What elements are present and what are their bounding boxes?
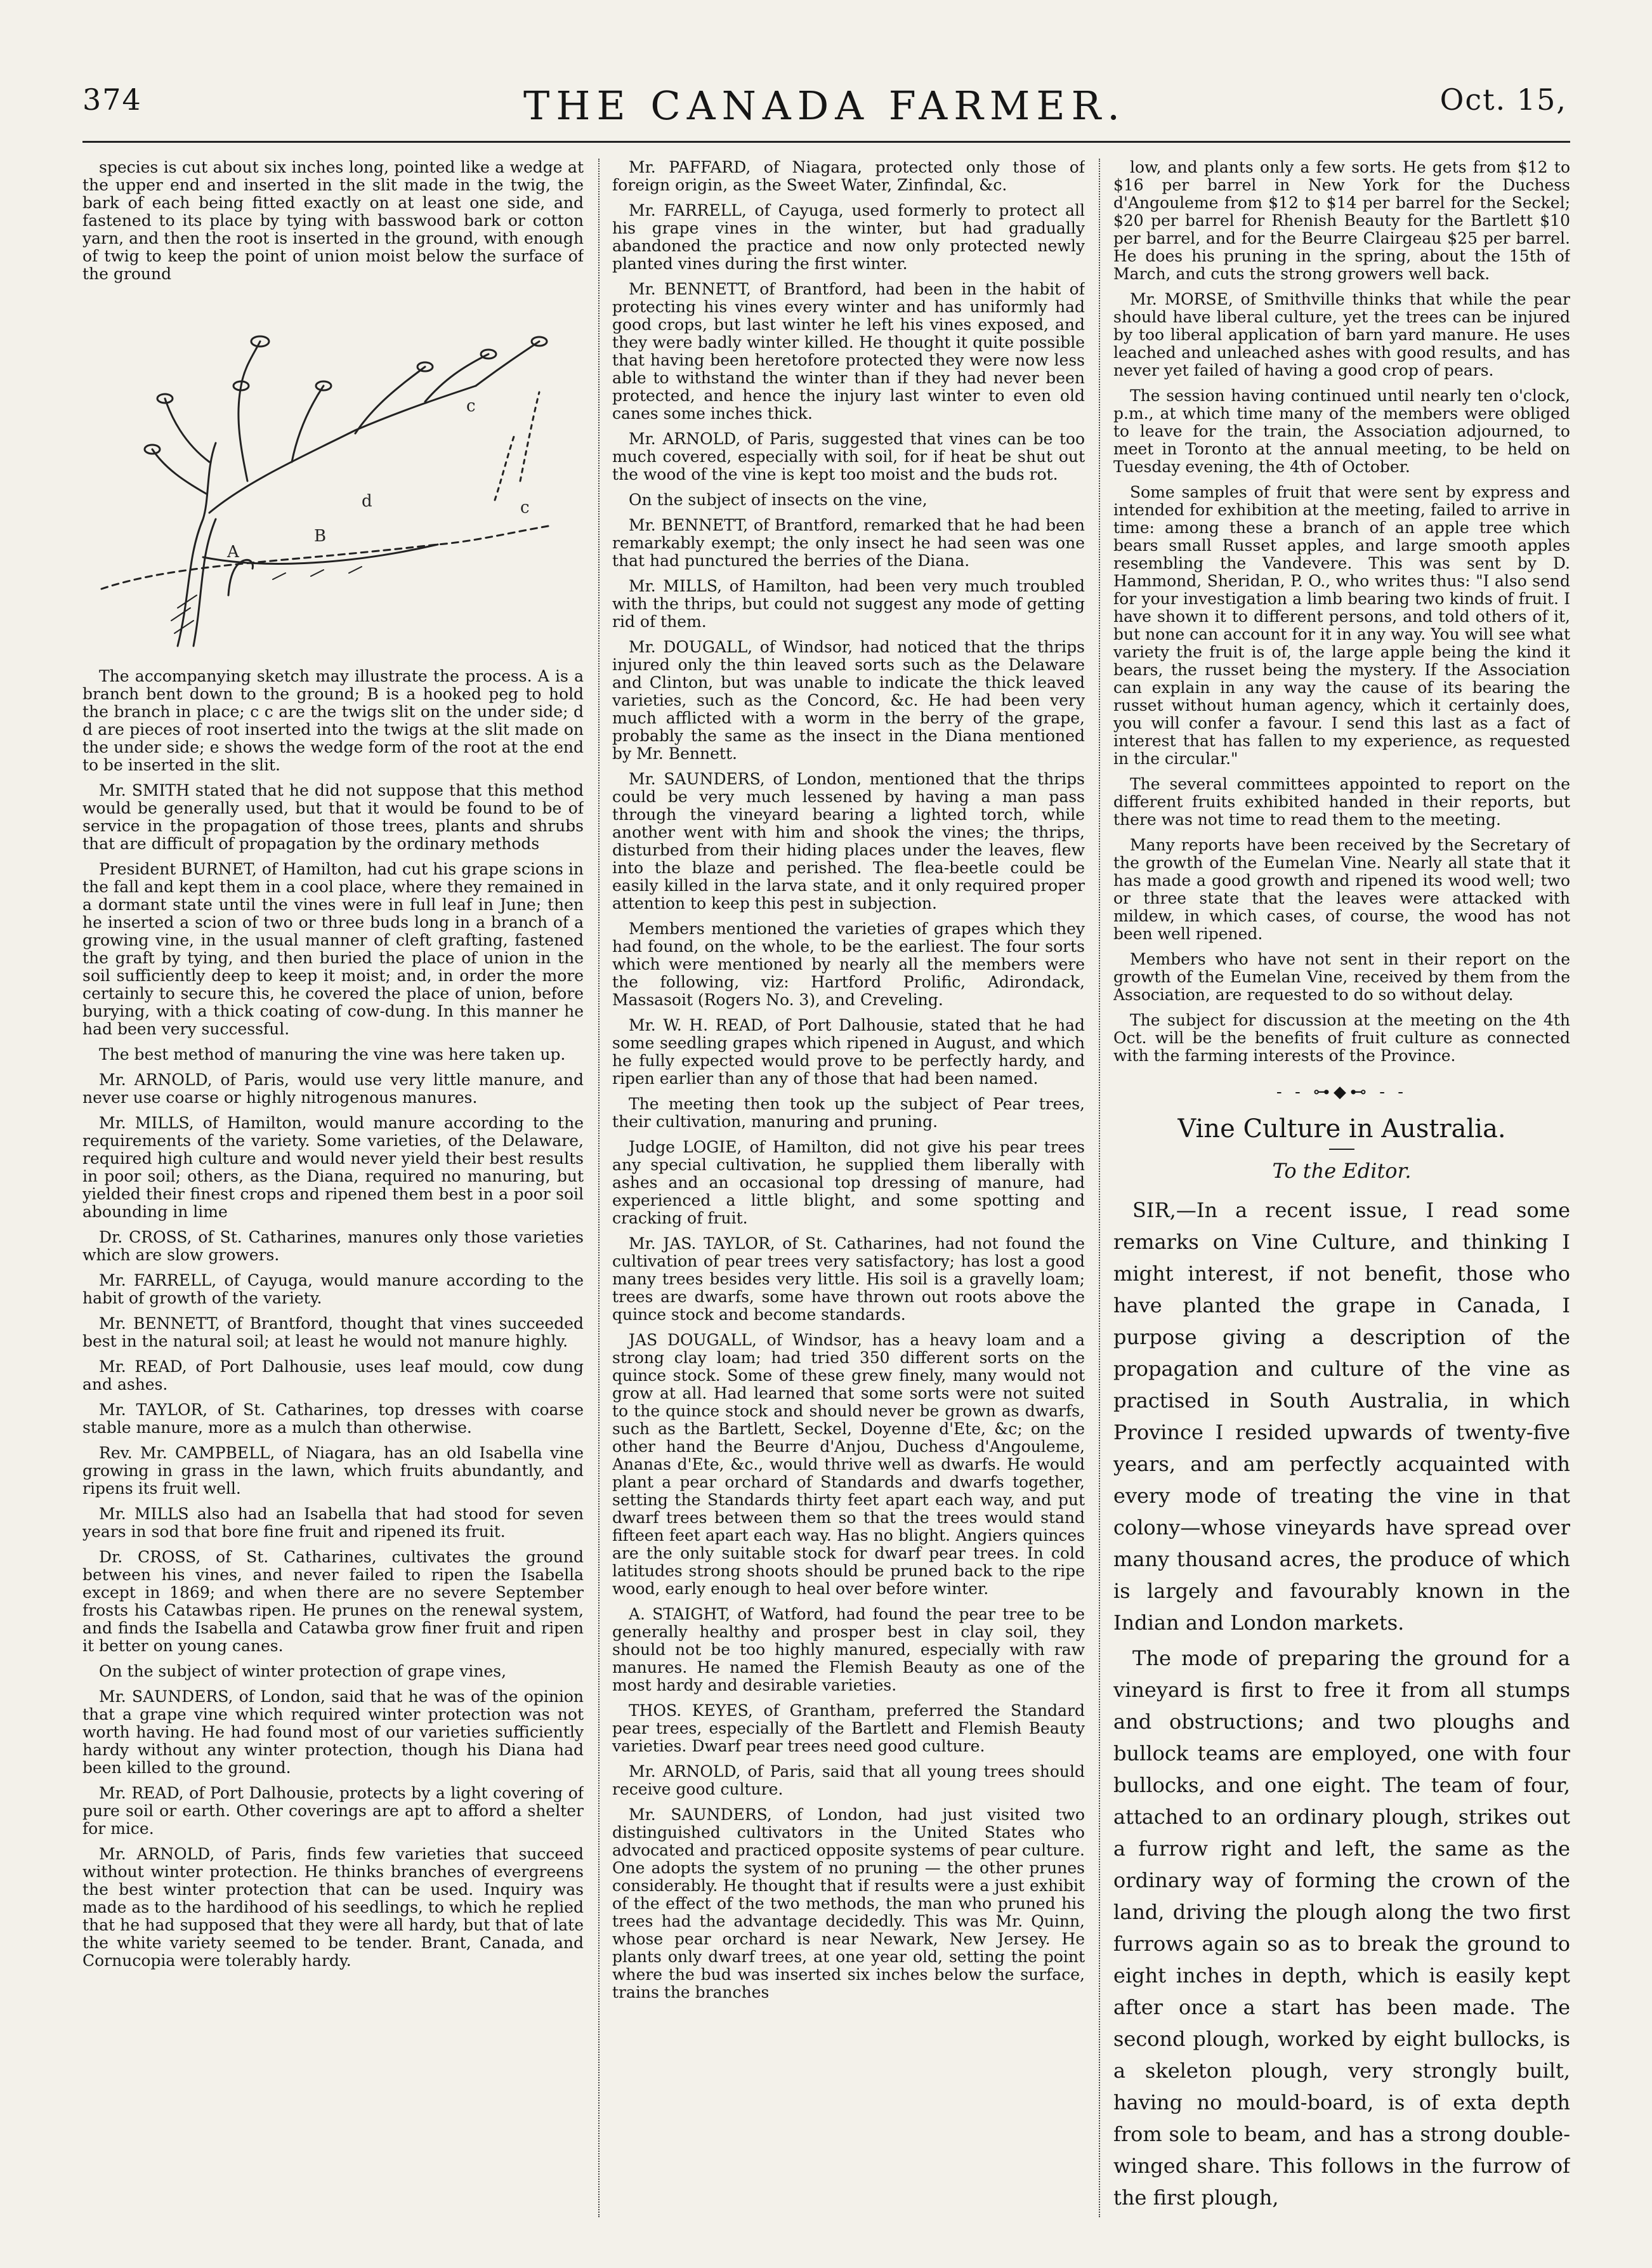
paragraph: Mr. PAFFARD, of Niagara, protected only those of foreign origin, as the Sweet Water, Zinfindal, &c. [612,159,1085,194]
column-3 [1113,159,1570,2217]
layering-sketch-figure [82,291,584,659]
paragraph: Mr. SAUNDERS, of London, said that he was of the opinion that a grape vine which required winter protection was not worth having. He had found most of our varieties sufficiently hardy without any winter protection, though his Diana had been killed to the ground. [82,1687,584,1777]
paragraph: Many reports have been received by the Secretary of the growth of the Eumelan Vine. Nearly all state that it has made a good growth and ripened its wood well; two or three state that the leaves were attacked with mildew, in which cases, of course, the wood has not been well ripened. [1113,836,1570,943]
paragraph: Mr. MILLS, of Hamilton, had been very much troubled with the thrips, but could not suggest any mode of getting rid of them. [612,577,1085,631]
column-1 [82,159,584,2217]
paragraph: Mr. ARNOLD, of Paris, would use very little manure, and never use coarse or highly nitrogenous manures. [82,1071,584,1107]
figure-caption: The accompanying sketch may illustrate the process. A is a branch bent down to the ground; B is a hooked peg to hold the branch in place; c c are the twigs slit on the under side; d d are pieces of root inserted into the twigs at the slit made on the under side; e shows the wedge form of the root at the end to be inserted in the slit. [82,667,584,774]
paragraph: Judge LOGIE, of Hamilton, did not give his pear trees any special cultivation, he supplied them liberally with ashes and an occasional top dressing of manure, had experienced a little blight, and some spotting and cracking of fruit. [612,1138,1085,1227]
masthead-title: THE CANADA FARMER. [523,82,1127,129]
paragraph: Dr. CROSS, of St. Catharines, cultivates the ground between his vines, and never failed to ripen the Isabella except in 1869; and when there are no severe September frosts his Catawbas ripen. He prunes on the renewal system, and finds the Isabella and Catawba grow finer fruit and ripen it better on young canes. [82,1548,584,1655]
paragraph: Mr. JAS. TAYLOR, of St. Catharines, had not found the cultivation of pear trees very satisfactory; has lost a good many trees besides very little. His soil is a gravelly loam; trees are dwarfs, some have thrown out roots above the quince stock and become standards. [612,1234,1085,1324]
figure-label-b: B [314,527,327,546]
paragraph: Mr. MORSE, of Smithville thinks that while the pear should have liberal culture, yet the trees can be injured by too liberal application of barn yard manure. He uses leached and unleached ashes with good results, and has never yet failed of having a good crop of pears. [1113,290,1570,379]
paragraph: Mr. READ, of Port Dalhousie, uses leaf mould, cow dung and ashes. [82,1357,584,1394]
paragraph: The several committees appointed to report on the different fruits exhibited handed in their reports, but there was not time to read them to the meeting. [1113,775,1570,829]
column-separator [598,159,600,2217]
paragraph: The session having continued until nearly ten o'clock, p.m., at which time many of the members were obliged to leave for the train, the Association adjourned, to meet in Toronto at the annual meeting, to be held on Tuesday evening, the 4th of October. [1113,386,1570,476]
paragraph: The subject for discussion at the meeting on the 4th Oct. will be the benefits of fruit culture as connected with the farming interests of the Province. [1113,1011,1570,1065]
section-ornament: - - ⊶◆⊷ - - [1276,1083,1408,1102]
page-header [82,82,1567,133]
paragraph: The best method of manuring the vine was here taken up. [99,1045,566,1064]
page-number: 374 [82,82,142,117]
paragraph: Mr. ARNOLD, of Paris, suggested that vines can be too much covered, especially with soil, for if heat be shut out the wood of the vine is kept too moist and the buds rot. [612,430,1085,484]
paragraph: Mr. BENNETT, of Brantford, had been in the habit of protecting his vines every winter and has uniformly had good crops, but last winter he left his vines exposed, and they were badly winter killed. He thought it quite possible that having been heretofore protected they were now less able to withstand the winter than if they had never been protected, and hence the injury last winter to even old canes some inches thick. [612,280,1085,423]
title-rule [1329,1149,1354,1150]
paragraph: Mr. ARNOLD, of Paris, said that all young trees should receive good culture. [612,1762,1085,1798]
figure-label-c: c [466,397,476,416]
paragraph: Mr. W. H. READ, of Port Dalhousie, stated that he had some seedling grapes which ripened in August, and which he fully expected would prove to be perfectly hardy, and ripen earlier than any of those that had been named. [612,1016,1085,1088]
figure-label-a: A [227,543,239,562]
paragraph: Rev. Mr. CAMPBELL, of Niagara, has an old Isabella vine growing in grass in the lawn, which fruits abundantly, and ripens its fruit well. [82,1444,584,1498]
article-title: Vine Culture in Australia. [1177,1114,1506,1144]
paragraph: species is cut about six inches long, pointed like a wedge at the upper end and inserted in the slit made in the twig, the bark of each being fitted exactly on at least one side, and fastened to its place by tying with basswood bark or cotton yarn, and then the root is inserted in the ground, with enough of twig to keep the point of union moist below the surface of the ground [82,159,584,283]
paragraph: THOS. KEYES, of Grantham, preferred the Standard pear trees, especially of the Bartlett and Flemish Beauty varieties. Dwarf pear trees need good culture. [612,1701,1085,1755]
column-2 [612,159,1085,2217]
paragraph: Mr. SMITH stated that he did not suppose that this method would be generally used, but that it would be found to be of service in the propagation of those trees, plants and shrubs that are difficult of propagation by the ordinary methods [82,781,584,853]
paragraph: Mr. BENNETT, of Brantford, remarked that he had been remarkably exempt; the only insect he had seen was one that had punctured the berries of the Diana. [612,516,1085,570]
paragraph: Mr. FARRELL, of Cayuga, would manure according to the habit of growth of the variety. [82,1271,584,1307]
paragraph: The mode of preparing the ground for a vineyard is first to free it from all stumps and obstructions; and two ploughs and bullock teams are employed, one with four bullocks, and one eight. The team of four, attached to an ordinary plough, strikes out a furrow right and left, the same as the ordinary way of forming the crown of the land, driving the plough along the two first furrows again so as to break the ground to eight inches in depth, which is easily kept after once a start has been made. The second plough, worked by eight bullocks, is a skeleton plough, very strongly built, having no mould-board, is of exta depth from sole to beam, and has a strong double-winged share. This follows in the furrow of the first plough, [1113,1646,1570,2210]
paragraph: low, and plants only a few sorts. He gets from $12 to $16 per barrel in New York for the Duchess d'Angouleme from $12 to $14 per barrel for the Seckel; $20 per barrel for Rhenish Beauty for the Bartlett $10 per barrel, and for the Beurre Clairgeau $25 per barrel. He does his pruning in the spring, about the 15th of March, and cuts the strong growers well back. [1113,159,1570,283]
paragraph: JAS DOUGALL, of Windsor, has a heavy loam and a strong clay loam; had tried 350 different sorts on the quince stock. Some of these grew finely, many would not grow at all. Had learned that some sorts were not suited to the quince stock and should never be grown as dwarfs, such as the Bartlett, Seckel, Doyenne d'Ete, &c; on the other hand the Beurre d'Anjou, Duchess d'Angouleme, Ananas d'Ete, &c., would thrive well as dwarfs. He would plant a pear orchard of Standards and dwarfs together, setting the Standards thirty feet apart each way, and put dwarf trees between them so that the trees would stand fifteen feet apart each way. Has no blight. Angiers quinces are the only suitable stock for dwarf pear trees. In cold latitudes strong shoots should be pruned back to the ripe wood, early enough to heal over before winter. [612,1331,1085,1598]
branch-sketch-illustration [82,291,584,659]
paragraph: Mr. BENNETT, of Brantford, thought that vines succeeded best in the natural soil; at least he would not manure highly. [82,1314,584,1350]
paragraph: Mr. TAYLOR, of St. Catharines, top dresses with coarse stable manure, more as a mulch than otherwise. [82,1401,584,1437]
figure-label-c: c [520,498,530,517]
paragraph: Mr. SAUNDERS, of London, mentioned that the thrips could be very much lessened by having a man pass through the vineyard bearing a lighted torch, while another went with him and shook the vines; the thrips, disturbed from their hiding places under the leaves, flew into the blaze and perished. The flea-beetle could be easily killed in the larva state, and it only required proper attention to keep this pest in subjection. [612,770,1085,913]
column-separator [1099,159,1100,2217]
paragraph: On the subject of insects on the vine, [629,491,928,509]
paragraph: President BURNET, of Hamilton, had cut his grape scions in the fall and kept them in a cool place, where they remained in a dormant state until the vines were in full leaf in June; then he inserted a scion of two or three buds long in a branch of a growing vine, in the usual manner of cleft grafting, fastened the graft by tying, and then buried the place of union in the soil sufficiently deep to keep it moist; and, in order the more certainly to secure this, he covered the place of union, before burying, with a thick coating of cow-dung. In this manner he had been very successful. [82,860,584,1038]
paragraph: SIR,—In a recent issue, I read some remarks on Vine Culture, and thinking I might interest, if not benefit, those who have planted the grape in Canada, I purpose giving a description of the propagation and culture of the vine as practised in South Australia, in which Province I resided upwards of twenty-five years, and am perfectly acquainted with every mode of treating the vine in that colony—whose vineyards have spread over many thousand acres, the produce of which is largely and favourably known in the Indian and London markets. [1113,1198,1570,1635]
paragraph: Mr. MILLS, of Hamilton, would manure according to the requirements of the variety. Some varieties, of the Delaware, required high culture and would never yield their best results in poor soil; others, as the Diana, required no manuring, but yielded their finest crops and ripened them best in a poor soil abounding in lime [82,1114,584,1221]
article-body [1113,1194,1570,2213]
article-dedication: To the Editor. [1272,1159,1412,1183]
paragraph: Mr. READ, of Port Dalhousie, protects by a light covering of pure soil or earth. Other coverings are apt to afford a shelter for mice. [82,1784,584,1838]
paragraph: The meeting then took up the subject of Pear trees, their cultivation, manuring and pruning. [612,1095,1085,1131]
paragraph: Some samples of fruit that were sent by express and intended for exhibition at the meeting, failed to arrive in time: among these a branch of an apple tree which bears small Russet apples, and large smooth apples resembling the Vandevere. This was sent by D. Hammond, Sheridan, P. O., who writes thus: "I also send for your investigation a limb bearing two kinds of fruit. I have shown it to different persons, and told others of it, but none can account for it in any way. You will see what variety the fruit is of, the large apple being the kind it bears, the russet being the mystery. If the Association can explain in any way the cause of its bearing the russet without human agency, which it certainly does, you will confer a favour. I send this last as a fact of interest that has fallen to my experience, as requested in the circular." [1113,483,1570,768]
paragraph: On the subject of winter protection of grape vines, [99,1662,507,1680]
paragraph: Members who have not sent in their report on the growth of the Eumelan Vine, received by them from the Association, are requested to do so without delay. [1113,950,1570,1004]
header-rule [82,141,1570,143]
paragraph: Dr. CROSS, of St. Catharines, manures only those varieties which are slow growers. [82,1228,584,1264]
issue-date: Oct. 15, [1439,82,1567,117]
paragraph: Mr. FARRELL, of Cayuga, used formerly to protect all his grape vines in the winter, but had gradually abandoned the practice and now only protected newly planted vines during the first winter. [612,201,1085,273]
paragraph: Mr. DOUGALL, of Windsor, had noticed that the thrips injured only the thin leaved sorts such as the Delaware and Clinton, but was unable to indicate the thick leaved varieties, such as the Concord, &c. He had been very much afflicted with a worm in the berry of the grape, probably the same as the insect in the Diana mentioned by Mr. Bennett. [612,638,1085,763]
paragraph: Mr. ARNOLD, of Paris, finds few varieties that succeed without winter protection. He thinks branches of evergreens the best winter protection that can be used. Inquiry was made as to the hardihood of his seedlings, to which he replied that he had supposed that they were all hardy, but that of late the white variety seemed to be tender. Brant, Canada, and Cornucopia were tolerably hardy. [82,1845,584,1970]
paragraph: Mr. MILLS also had an Isabella that had stood for seven years in sod that bore fine fruit and ripened its fruit. [82,1505,584,1541]
paragraph: Members mentioned the varieties of grapes which they had found, on the whole, to be the earliest. The four sorts which were mentioned by nearly all the members were the following, viz: Hartford Prolific, Adirondack, Massasoit (Rogers No. 3), and Creveling. [612,920,1085,1009]
figure-label-d: d [362,492,372,511]
paragraph: A. STAIGHT, of Watford, had found the pear tree to be generally healthy and prosper best in clay soil, they should not be too highly manured, especially with raw manures. He named the Flemish Beauty as one of the most hardy and desirable varieties. [612,1605,1085,1694]
paragraph: Mr. SAUNDERS, of London, had just visited two distinguished cultivators in the United States who advocated and practiced opposite systems of pear culture. One adopts the system of no pruning — the other prunes considerably. He thought that if results were a just exhibit of the effect of the two methods, the man who pruned his trees had the advantage decidedly. This was Mr. Quinn, whose pear orchard is near Newark, New Jersey. He plants only dwarf trees, at one year old, setting the point where the bud was inserted six inches below the surface, trains the branches [612,1805,1085,2001]
